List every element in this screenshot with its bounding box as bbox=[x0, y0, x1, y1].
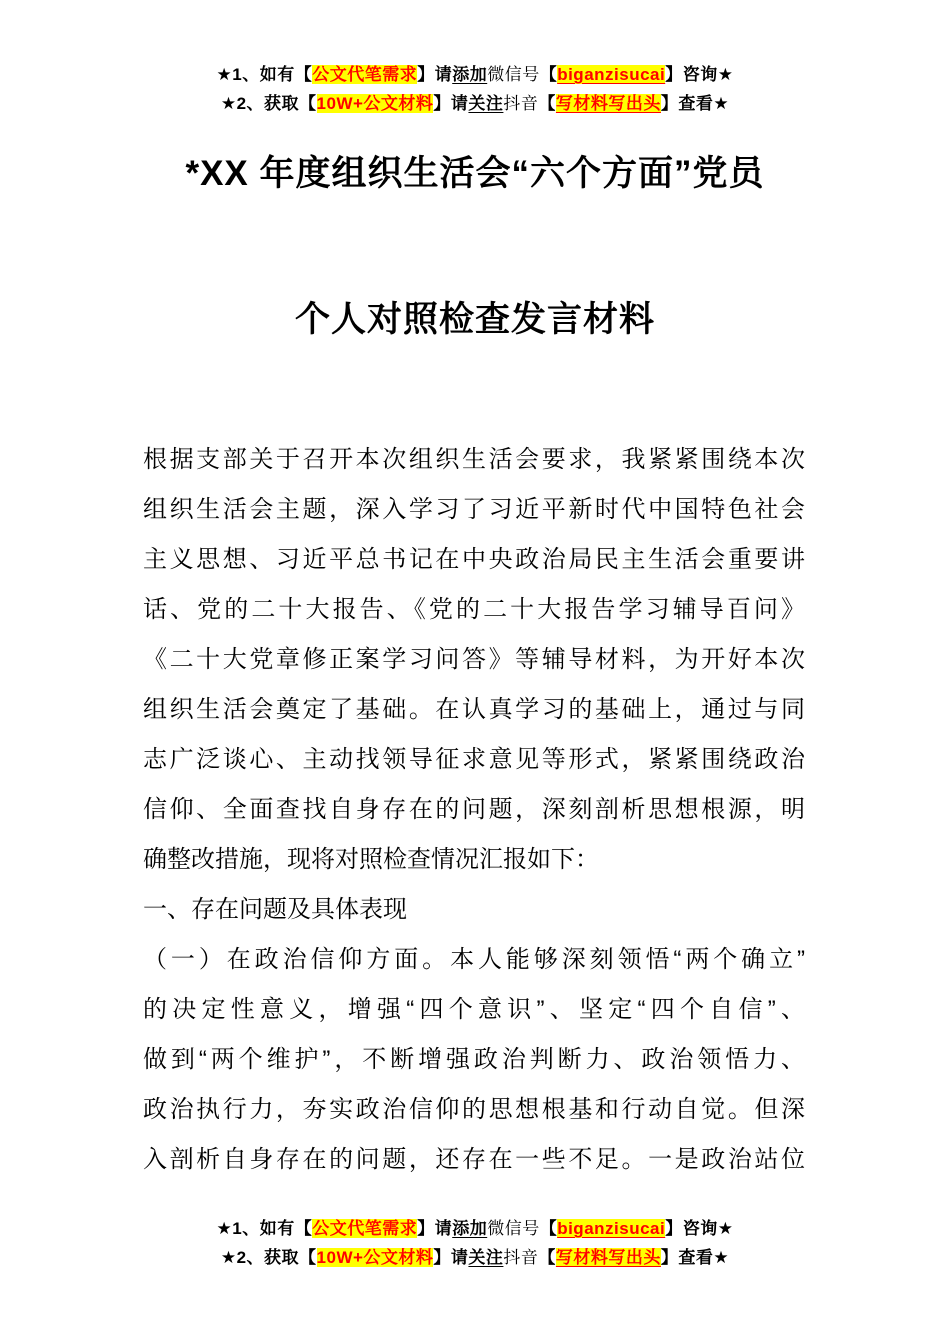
promo-underlined-text: 添加 bbox=[452, 65, 488, 84]
promo-text: 】请 bbox=[433, 94, 469, 113]
promo-highlight: 10W+公文材料 bbox=[316, 1248, 434, 1267]
promo-text: 【 bbox=[539, 1219, 558, 1238]
promo-text: 】查看★ bbox=[660, 94, 730, 113]
promo-line-2 bbox=[0, 1243, 950, 1272]
promo-text: 】咨询★ bbox=[665, 1219, 734, 1238]
header-promo-note bbox=[0, 60, 950, 118]
body-line: 话、党的二十大报告、《党的二十大报告学习辅导百问》 bbox=[143, 596, 805, 623]
body-line: 组织生活会奠定了基础。在认真学习的基础上，通过与同 bbox=[143, 696, 805, 723]
body-line: 确整改措施，现将对照检查情况汇报如下： bbox=[143, 846, 599, 873]
document-title-line-2: 个人对照检查发言材料 bbox=[294, 300, 655, 339]
promo-text: 】咨询★ bbox=[665, 65, 734, 84]
promo-text: ★1、如有【 bbox=[216, 1219, 313, 1238]
promo-underlined-text: 添加 bbox=[452, 1219, 488, 1238]
body-line: 主义思想、习近平总书记在中央政治局民主生活会重要讲 bbox=[143, 546, 805, 573]
promo-text: 【 bbox=[538, 94, 556, 113]
promo-highlight: 公文代笔需求 bbox=[312, 65, 418, 84]
promo-text: 】查看★ bbox=[660, 1248, 730, 1267]
promo-text: 】请 bbox=[433, 1248, 469, 1267]
promo-line-2 bbox=[0, 89, 950, 118]
body-line: 做到“两个维护”，不断增强政治判断力、政治领悟力、 bbox=[143, 1046, 805, 1073]
promo-text: 抖音 bbox=[503, 1248, 539, 1267]
promo-douyin-id: 写材料写出头 bbox=[555, 94, 661, 113]
promo-text: ★2、获取【 bbox=[220, 1248, 317, 1267]
promo-text: 抖音 bbox=[503, 94, 539, 113]
promo-underlined-text: 关注 bbox=[468, 1248, 504, 1267]
body-line: 信仰、全面查找自身存在的问题，深刻剖析思想根源，明 bbox=[143, 796, 805, 823]
promo-line-1 bbox=[0, 60, 950, 89]
footer-promo-note bbox=[0, 1214, 950, 1272]
promo-line-1 bbox=[0, 1214, 950, 1243]
promo-text: 】请 bbox=[417, 65, 453, 84]
section-heading: 一、存在问题及具体表现 bbox=[143, 896, 407, 923]
promo-wechat-id: biganzisucai bbox=[557, 65, 666, 84]
body-line: 政治执行力，夯实政治信仰的思想根基和行动自觉。但深 bbox=[143, 1096, 805, 1123]
promo-text: 】请 bbox=[417, 1219, 453, 1238]
body-line: 组织生活会主题，深入学习了习近平新时代中国特色社会 bbox=[143, 496, 805, 523]
body-line: （一）在政治信仰方面。本人能够深刻领悟“两个确立” bbox=[143, 946, 805, 973]
document-title-line-1: *XX 年度组织生活会“六个方面”党员 bbox=[185, 154, 765, 193]
promo-text: ★1、如有【 bbox=[216, 65, 313, 84]
promo-text: ★2、获取【 bbox=[220, 94, 317, 113]
body-line: 的决定性意义，增强“四个意识”、坚定“四个自信”、 bbox=[143, 996, 805, 1023]
body-line: 根据支部关于召开本次组织生活会要求，我紧紧围绕本次 bbox=[143, 446, 805, 473]
body-line: 入剖析自身存在的问题，还存在一些不足。一是政治站位 bbox=[143, 1146, 805, 1173]
promo-text: 【 bbox=[539, 65, 558, 84]
promo-text: 微信号 bbox=[487, 65, 540, 84]
body-line: 志广泛谈心、主动找领导征求意见等形式，紧紧围绕政治 bbox=[143, 746, 805, 773]
promo-highlight: 公文代笔需求 bbox=[312, 1219, 418, 1238]
promo-underlined-text: 关注 bbox=[468, 94, 504, 113]
promo-highlight: 10W+公文材料 bbox=[316, 94, 434, 113]
promo-douyin-id: 写材料写出头 bbox=[555, 1248, 661, 1267]
promo-text: 【 bbox=[538, 1248, 556, 1267]
promo-text: 微信号 bbox=[487, 1219, 540, 1238]
document-body bbox=[143, 435, 805, 1185]
body-line: 《二十大党章修正案学习问答》等辅导材料，为开好本次 bbox=[143, 646, 805, 673]
promo-wechat-id: biganzisucai bbox=[557, 1219, 666, 1238]
